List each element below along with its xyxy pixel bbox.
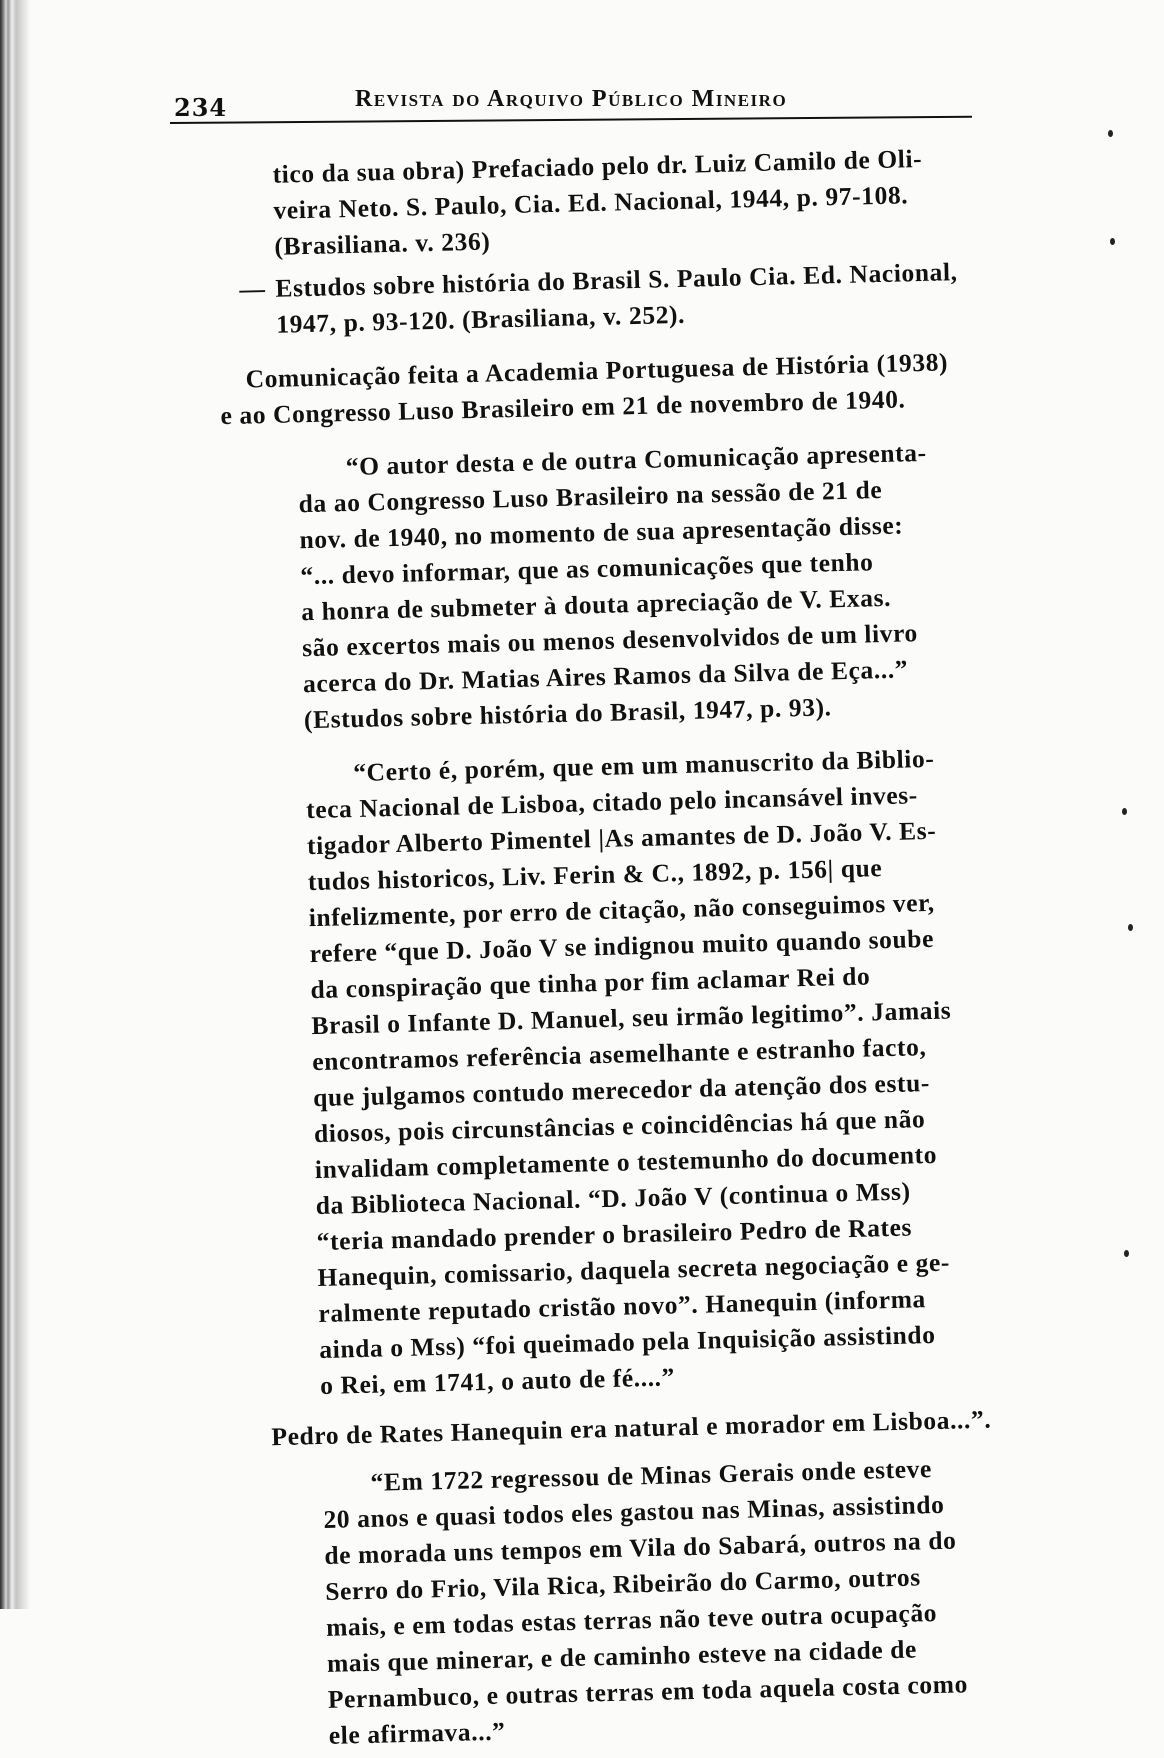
- page-number: 234: [174, 93, 228, 122]
- text-line: Hanequin, comissario, daquela secreta negociação e ge-: [317, 1247, 951, 1293]
- text-line: invalidam completamente o testemunho do documento: [314, 1139, 938, 1185]
- text-line: tudos historicos, Liv. Ferin & C., 1892, p. 156| que: [307, 853, 883, 897]
- text-line: acerca do Dr. Matias Aires Ramos da Silva de Eça...”: [302, 654, 909, 699]
- text-line: Comunicação feita a Academia Portuguesa de História (1938): [245, 347, 949, 394]
- text-line: ainda o Mss) “foi queimado pela Inquisição assistindo: [318, 1319, 936, 1365]
- text-line: veira Neto. S. Paulo, Cia. Ed. Nacional, 1944, p. 97-108.: [273, 180, 909, 225]
- text-line: “teria mandado prender o brasileiro Pedro de Rates: [316, 1212, 913, 1257]
- text-line: da Biblioteca Nacional. “D. João V (continua o Mss): [315, 1176, 911, 1221]
- text-line: 1947, p. 93-120. (Brasiliana, v. 252).: [275, 299, 686, 339]
- entry-dash: —: [239, 274, 266, 304]
- text-line: “Certo é, porém, que em um manuscrito da Biblio-: [352, 743, 935, 788]
- text-line: Estudos sobre história do Brasil S. Paulo Cia. Ed. Nacional,: [275, 257, 958, 303]
- text-line: refere “que D. João V se indignou muito quando soube: [309, 923, 935, 969]
- text-line: da ao Congresso Luso Brasileiro na sessão de 21 de: [298, 475, 883, 519]
- text-line: (Estudos sobre história do Brasil, 1947, p. 93).: [303, 692, 832, 735]
- text-line: de morada uns tempos em Vila do Sabará, outros na do: [324, 1525, 957, 1570]
- text-line: 20 anos e quasi todos eles gastou nas Minas, assistindo: [323, 1489, 945, 1534]
- text-line: teca Nacional de Lisboa, citado pelo incansável inves-: [305, 780, 919, 825]
- text-line: nov. de 1940, no momento de sua apresentação disse:: [299, 510, 904, 555]
- text-line: tico da sua obra) Prefaciado pelo dr. Luiz Camilo de Oli-: [272, 143, 923, 189]
- text-line: “Em 1722 regressou de Minas Gerais onde esteve: [370, 1454, 933, 1497]
- text-line: encontramos referência asemelhante e estranho facto,: [311, 1032, 927, 1077]
- text-line: que julgamos contudo merecedor da atenção dos estu-: [312, 1068, 931, 1113]
- text-line: e ao Congresso Luso Brasileiro em 21 de novembro de 1940.: [220, 384, 906, 431]
- text-line: tigador Alberto Pimentel |As amantes de D. João V. Es-: [306, 815, 937, 861]
- text-line: “O autor desta e de outra Comunicação apresenta-: [345, 437, 927, 482]
- text-line: diosos, pois circunstâncias e coincidências há que não: [313, 1104, 926, 1149]
- text-line: o Rei, em 1741, o auto de fé....”: [319, 1362, 676, 1401]
- text-line: mais que minerar, e de caminho esteve na cidade de: [326, 1634, 918, 1678]
- text-line: mais, e em todas estas terras não teve outra ocupação: [325, 1598, 938, 1642]
- text-line: a honra de submeter à douta apreciação de V. Exas.: [300, 582, 892, 627]
- text-line: ele afirmava...”: [328, 1716, 506, 1750]
- text-line: Brasil o Infante D. Manuel, seu irmão legitimo”. Jamais: [311, 995, 952, 1041]
- text-line: Serro do Frio, Vila Rica, Ribeirão do Carmo, outros: [324, 1562, 922, 1606]
- running-title: Revista do Arquivo Público Mineiro: [355, 86, 788, 112]
- text-line: Pernambuco, e outras terras em toda aquela costa como: [327, 1669, 969, 1714]
- text-line: Pedro de Rates Hanequin era natural e morador em Lisboa...”.: [271, 1404, 992, 1452]
- text-line: infelizmente, por erro de citação, não conseguimos ver,: [308, 887, 935, 933]
- text-line: são excertos mais ou menos desenvolvidos de um livro: [301, 618, 919, 663]
- text-line: ralmente reputado cristão novo”. Hanequin (informa: [318, 1284, 927, 1329]
- text-line: (Brasiliana. v. 236): [274, 226, 491, 261]
- text-line: da conspiração que tinha por fim aclamar Rei do: [310, 961, 871, 1005]
- text-line: “... devo informar, que as comunicações que tenho: [300, 547, 874, 591]
